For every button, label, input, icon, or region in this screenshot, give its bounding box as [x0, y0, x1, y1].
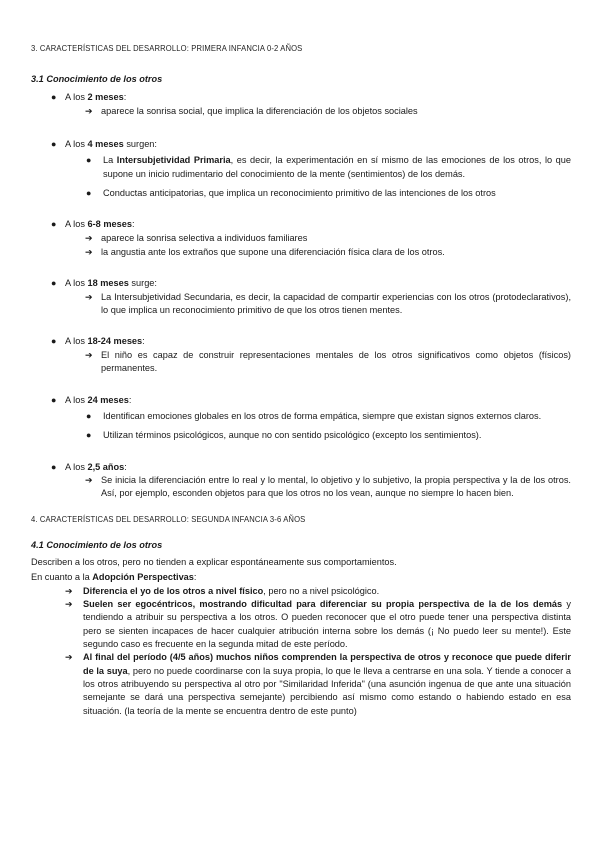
section-4-1-subtitle: 4.1 Conocimiento de los otros	[31, 539, 163, 550]
arrow-icon: ➔	[65, 598, 73, 609]
adoption-heading: En cuanto a la Adopción Perspectivas:	[31, 572, 197, 583]
sub-item: ➔ Al final del período (4/5 años) muchos niños comprenden la perspectiva de otros y reconoce que puede diferir de la suya, pero no puede coordinarse con la suya propia, lo que le lleva a centrarse en una sola. Y tiende a conocer a los otros atribuyendo su perspectiva al otro por "Similaridad Inferida" (una asunción ingenua de que ante una situación semejante se dará una perspectiva semejante) percibiendo así mismo como estando o habiendo estado en esa situación. (la teoría de la mente se encuentra dentro de este punto)	[65, 652, 571, 716]
list-item: ● A los 18-24 meses:	[51, 336, 145, 347]
list-item: ● A los 2,5 años:	[51, 461, 127, 472]
arrow-icon: ➔	[65, 652, 73, 663]
document-page	[31, 42, 571, 718]
arrow-icon: ➔	[85, 291, 93, 302]
arrow-icon: ➔	[85, 474, 93, 485]
section-3-1-subtitle: 3.1 Conocimiento de los otros	[31, 74, 163, 85]
sub-item: ● La Intersubjetividad Primaria, es decir, la experimentación en sí mismo de las emociones de los otros, lo que supone un inicio rudimentario del conocimiento de la mente (sentimientos) de los demás.	[86, 155, 571, 179]
bullet-icon: ●	[86, 155, 92, 166]
sub-item: ➔ Se inicia la diferenciación entre lo real y lo mental, lo objetivo y lo subjetivo, la propia perspectiva y la de los otros. Así, por ejemplo, esconden objetos para que los otros no los vean, aunque no siempre lo hacen bien.	[85, 474, 571, 499]
sub-item: ➔ Diferencia el yo de los otros a nivel físico, pero no a nivel psicológico.	[31, 585, 571, 598]
arrow-icon: ➔	[85, 247, 93, 258]
arrow-icon: ➔	[85, 232, 93, 243]
sub-item: ➔ aparece la sonrisa selectiva a individuos familiares	[31, 232, 571, 245]
sub-item: ● Utilizan términos psicológicos, aunque no con sentido psicológico (excepto los sentimientos).	[31, 429, 571, 442]
sub-item: ➔ El niño es capaz de construir representaciones mentales de los otros significativos como objetos (físicos) permanentes.	[85, 349, 571, 374]
sub-item: ➔ Suelen ser egocéntricos, mostrando dificultad para diferenciar su propia perspectiva de la de los demás y tendiendo a atribuir su perspectiva a los otros. O pueden reconocer que el otro puede tener una perspectiva distinta pero se sienten incapaces de hacer cualquier atribución interna sobre los demás (¡ No puedo leer su mente!). Este segundo caso es frecuente en la segunda mitad de este período.	[65, 598, 571, 649]
sub-item: ➔ La Intersubjetividad Secundaria, es decir, la capacidad de compartir experiencias con los otros (protodeclarativos), lo que implica un reconocimiento primitivo de que los otros tienen mentes.	[85, 291, 571, 316]
section-3-title: 3. CARACTERÍSTICAS DEL DESARROLLO: PRIMERA INFANCIA 0-2 AÑOS	[31, 43, 303, 53]
list-item: ● A los 24 meses:	[51, 394, 132, 405]
list-item: ● A los 6-8 meses:	[51, 219, 135, 230]
list-item: ● A los 2 meses:	[51, 92, 127, 103]
sub-item: ➔ aparece la sonrisa social, que implica la diferenciación de los objetos sociales	[31, 105, 571, 118]
arrow-icon: ➔	[65, 585, 73, 596]
sub-item: ● Conductas anticipatorias, que implica un reconocimiento primitivo de las intenciones de los otros	[31, 187, 571, 200]
sub-item: ➔ la angustia ante los extraños que supone una diferenciación física clara de los otros.	[31, 246, 571, 259]
intro-paragraph: Describen a los otros, pero no tienden a explicar espontáneamente sus comportamientos.	[31, 556, 397, 567]
list-item: ● A los 4 meses surgen:	[51, 139, 157, 150]
bullet-icon: ●	[86, 430, 92, 441]
bullet-icon: ●	[86, 410, 92, 421]
section-4-title: 4. CARACTERÍSTICAS DEL DESARROLLO: SEGUNDA INFANCIA 3-6 AÑOS	[31, 513, 306, 524]
bullet-icon: ●	[86, 188, 92, 199]
list-item: ● A los 18 meses surge:	[51, 278, 157, 289]
sub-item: ● Identifican emociones globales en los otros de forma empática, siempre que existan signos externos claros.	[31, 410, 571, 423]
arrow-icon: ➔	[85, 349, 93, 360]
arrow-icon: ➔	[85, 105, 93, 116]
